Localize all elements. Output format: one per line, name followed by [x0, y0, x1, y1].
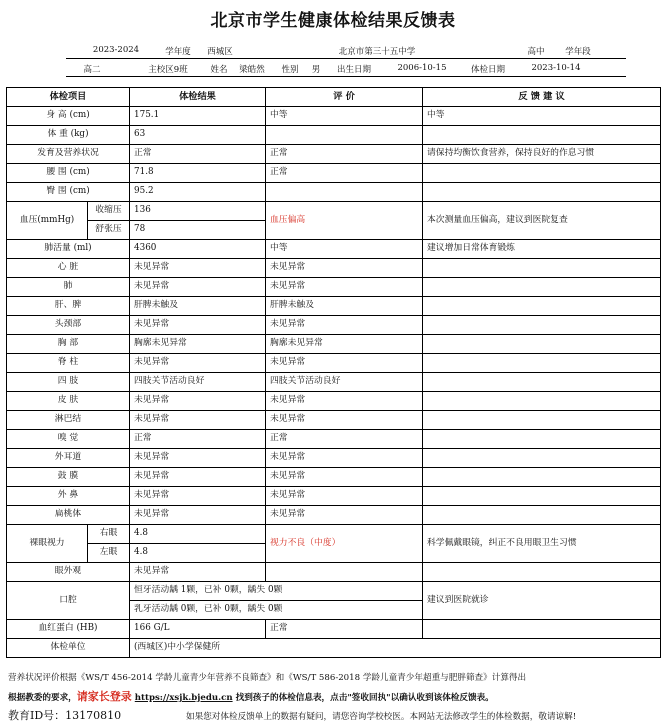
row-result: 肝脾未触及: [130, 297, 266, 316]
row-eval: 未见异常: [266, 411, 423, 430]
table-row: [7, 487, 661, 506]
row-result: 4360: [130, 240, 266, 259]
row-advice: [423, 373, 661, 392]
table-row: [7, 126, 661, 145]
evaluation-basis-note: 营养状况评价根据《WS/T 456-2014 学龄儿童青少年营养不良筛查》和《WS/T 586-2018 学龄儿童青少年超重与肥胖筛查》计算得出: [8, 673, 527, 683]
diastolic-label: 舒张压: [88, 221, 130, 240]
row-advice: [423, 392, 661, 411]
row-advice: [423, 468, 661, 487]
row-result: 166 G/L: [130, 620, 266, 639]
row-eval: 未见异常: [266, 392, 423, 411]
login-prefix: 根据教委的要求，: [8, 693, 77, 703]
table-row: [7, 411, 661, 430]
class-name: 主校区9班: [148, 65, 188, 75]
school-year-label: 学年度: [165, 47, 191, 57]
vision-eval: 视力不良（中度）: [266, 525, 423, 563]
row-eval: 正常: [266, 145, 423, 164]
row-result: 未见异常: [130, 316, 266, 335]
row-eval: 中等: [266, 240, 423, 259]
row-eval: 肝脾未触及: [266, 297, 423, 316]
row-label: 身 高 (cm): [7, 107, 130, 126]
table-row: [7, 392, 661, 411]
page-title: 北京市学生健康体检结果反馈表: [210, 11, 456, 31]
row-result: 63: [130, 126, 266, 145]
vision-label: 裸眼视力: [7, 525, 88, 563]
row-advice: 请保持均衡饮食营养，保持良好的作息习惯: [423, 145, 661, 164]
row-label: 臀 围 (cm): [7, 183, 130, 202]
row-advice: [423, 126, 661, 145]
row-label: 鼓 膜: [7, 468, 130, 487]
row-label: 腰 围 (cm): [7, 164, 130, 183]
header-advice: 反 馈 建 议: [423, 88, 661, 107]
row-result: 未见异常: [130, 354, 266, 373]
header-item: 体检项目: [7, 88, 130, 107]
oral-label: 口腔: [7, 582, 130, 620]
row-result: 未见异常: [130, 449, 266, 468]
row-label: 皮 肤: [7, 392, 130, 411]
row-result: 未见异常: [130, 468, 266, 487]
row-advice: 中等: [423, 107, 661, 126]
row-advice: [423, 354, 661, 373]
vision-advice: 科学佩戴眼镜，纠正不良用眼卫生习惯: [423, 525, 661, 563]
row-eval: 未见异常: [266, 259, 423, 278]
edu-id-value: 13170810: [65, 709, 122, 722]
row-eval: 正常: [266, 164, 423, 183]
oral-row-perm: [7, 582, 661, 601]
row-label: 体检单位: [7, 639, 130, 658]
school-stage: 高中: [527, 47, 545, 57]
row-label: 发育及营养状况: [7, 145, 130, 164]
table-row: [7, 563, 661, 582]
row-eval: 未见异常: [266, 506, 423, 525]
grade: 高二: [83, 65, 101, 75]
row-advice: [423, 449, 661, 468]
left-eye-label: 左眼: [88, 544, 130, 563]
row-advice: [423, 563, 661, 582]
school-stage-label: 学年段: [565, 47, 591, 57]
education-id: [8, 707, 121, 723]
row-eval: 四肢关节活动良好: [266, 373, 423, 392]
row-label: 肺活量 (ml): [7, 240, 130, 259]
bp-label: 血压(mmHg): [7, 202, 88, 240]
bp-advice: 本次测量血压偏高，建议到医院复查: [423, 202, 661, 240]
row-eval: 未见异常: [266, 449, 423, 468]
bp-row-systolic: [7, 202, 661, 221]
exam-date: 2023-10-14: [531, 63, 581, 73]
disclaimer: 如果您对体检反馈单上的数据有疑问，请您咨询学校校医。本网站无法修改学生的体检数据，敬请谅解!: [186, 712, 577, 722]
row-eval: 正常: [266, 620, 423, 639]
table-row: [7, 316, 661, 335]
district: 西城区: [207, 47, 233, 57]
table-row: [7, 240, 661, 259]
exam-date-label: 体检日期: [470, 65, 506, 75]
row-advice: [423, 316, 661, 335]
row-eval: 中等: [266, 107, 423, 126]
row-label: 头颈部: [7, 316, 130, 335]
table-row: [7, 620, 661, 639]
table-row: [7, 639, 661, 658]
row-label: 胸 部: [7, 335, 130, 354]
login-link[interactable]: https://xsjk.bjedu.cn: [134, 693, 233, 703]
row-result: 71.8: [130, 164, 266, 183]
row-advice: [423, 297, 661, 316]
table-row: [7, 506, 661, 525]
table-row: [7, 107, 661, 126]
oral-perm: 恒牙活动龋 1颗，已补 0颗，龋失 0颗: [130, 582, 423, 601]
header-eval: 评 价: [266, 88, 423, 107]
row-advice: [423, 411, 661, 430]
info-line-2: [66, 60, 626, 77]
oral-milk: 乳牙活动龋 0颗，已补 0颗，龋失 0颗: [130, 601, 423, 620]
student-name: 梁皓然: [239, 65, 265, 75]
right-eye-value: 4.8: [130, 525, 266, 544]
table-header-row: [7, 88, 661, 107]
birth-label: 出生日期: [336, 65, 372, 75]
school-year: 2023-2024: [92, 45, 140, 55]
row-advice: [423, 487, 661, 506]
table-row: [7, 354, 661, 373]
table-row: [7, 468, 661, 487]
row-advice: [423, 620, 661, 639]
row-label: 外耳道: [7, 449, 130, 468]
row-advice: 建议增加日常体育锻炼: [423, 240, 661, 259]
row-label: 脊 柱: [7, 354, 130, 373]
row-label: 肝、脾: [7, 297, 130, 316]
result-table: [6, 87, 661, 658]
row-result: 未见异常: [130, 563, 266, 582]
row-label: 嗅 觉: [7, 430, 130, 449]
systolic-value: 136: [130, 202, 266, 221]
header-result: 体检结果: [130, 88, 266, 107]
table-row: [7, 297, 661, 316]
row-result: 95.2: [130, 183, 266, 202]
row-result: 未见异常: [130, 506, 266, 525]
row-result: 正常: [130, 145, 266, 164]
row-eval: [266, 183, 423, 202]
row-label: 体 重 (kg): [7, 126, 130, 145]
row-result: 四肢关节活动良好: [130, 373, 266, 392]
table-row: [7, 278, 661, 297]
row-result: 胸廓未见异常: [130, 335, 266, 354]
row-advice: [423, 506, 661, 525]
row-advice: [423, 183, 661, 202]
row-label: 外 鼻: [7, 487, 130, 506]
table-row: [7, 373, 661, 392]
table-row: [7, 430, 661, 449]
name-label: 姓名: [210, 65, 228, 75]
vision-row-right: [7, 525, 661, 544]
row-result: 正常: [130, 430, 266, 449]
row-label: 血红蛋白 (HB): [7, 620, 130, 639]
row-eval: 未见异常: [266, 468, 423, 487]
row-eval: [266, 126, 423, 145]
left-eye-value: 4.8: [130, 544, 266, 563]
row-label: 眼外观: [7, 563, 130, 582]
row-label: 四 肢: [7, 373, 130, 392]
row-advice: [423, 259, 661, 278]
row-result: 未见异常: [130, 392, 266, 411]
row-result: 未见异常: [130, 411, 266, 430]
row-advice: [423, 164, 661, 183]
table-row: [7, 335, 661, 354]
row-eval: 胸廓未见异常: [266, 335, 423, 354]
edu-id-label: 教育ID号：: [8, 709, 66, 722]
login-highlight: 请家长登录: [76, 690, 132, 703]
row-result: 未见异常: [130, 487, 266, 506]
row-label: 淋巴结: [7, 411, 130, 430]
right-eye-label: 右眼: [88, 525, 130, 544]
systolic-label: 收缩压: [88, 202, 130, 221]
row-label: 肺: [7, 278, 130, 297]
login-suffix: 找到孩子的体检信息表，点击"签收回执"以确认收到该体检反馈表。: [235, 693, 494, 703]
table-row: [7, 449, 661, 468]
table-row: [7, 164, 661, 183]
row-eval: [266, 563, 423, 582]
oral-advice: 建议到医院就诊: [423, 582, 661, 620]
diastolic-value: 78: [130, 221, 266, 240]
row-result: 未见异常: [130, 278, 266, 297]
row-advice: [423, 430, 661, 449]
row-label: 扁桃体: [7, 506, 130, 525]
birth-date: 2006-10-15: [397, 63, 447, 73]
row-advice: [423, 278, 661, 297]
row-eval: 未见异常: [266, 354, 423, 373]
row-eval: 未见异常: [266, 278, 423, 297]
row-advice: [423, 335, 661, 354]
table-row: [7, 183, 661, 202]
school-name: 北京市第三十五中学: [338, 47, 416, 57]
exam-unit: (西城区)中小学保健所: [130, 639, 661, 658]
table-row: [7, 259, 661, 278]
gender: 男: [311, 65, 321, 75]
table-row: [7, 145, 661, 164]
row-eval: 未见异常: [266, 487, 423, 506]
row-eval: 正常: [266, 430, 423, 449]
row-label: 心 脏: [7, 259, 130, 278]
row-result: 未见异常: [130, 259, 266, 278]
bp-eval: 血压偏高: [266, 202, 423, 240]
row-eval: 未见异常: [266, 316, 423, 335]
info-line-1: [66, 42, 626, 59]
login-instruction: [8, 688, 494, 704]
row-result: 175.1: [130, 107, 266, 126]
gender-label: 性别: [281, 65, 299, 75]
